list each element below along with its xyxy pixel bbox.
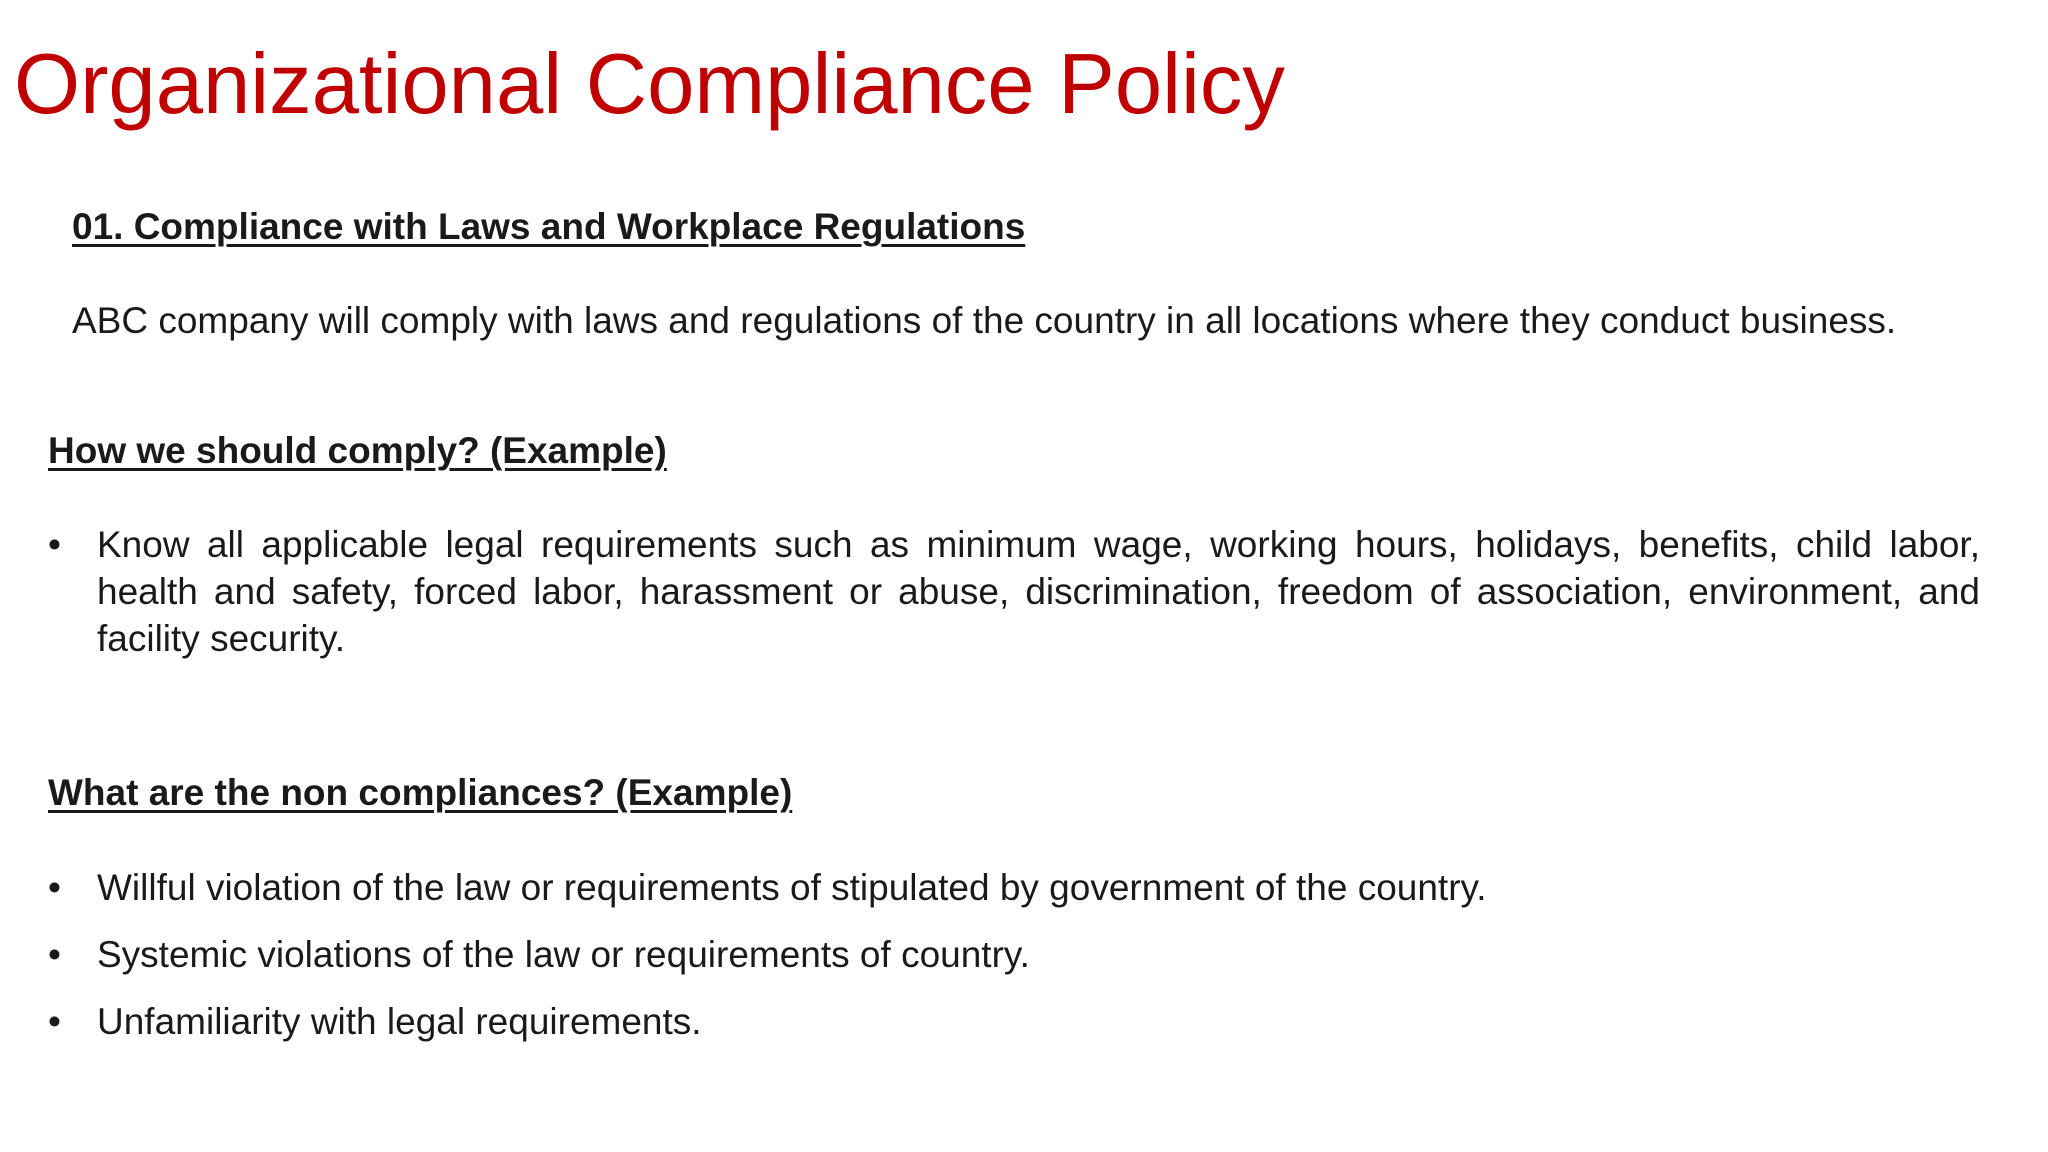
how-to-comply-list [48, 521, 1980, 662]
bullet-icon: • [48, 934, 61, 975]
section-heading-laws: 01. Compliance with Laws and Workplace Regulations [72, 206, 1026, 247]
list-item-text: Willful violation of the law or requirements of stipulated by government of the country. [97, 867, 1487, 908]
list-item-text: Know all applicable legal requirements such as minimum wage, working hours, holidays, benefits, child labor, health and safety, forced labor, harassment or abuse, discrimination, freedom of association, environment, and facility security. [97, 524, 1980, 659]
bullet-icon: • [48, 1001, 61, 1042]
list-item [48, 521, 1980, 662]
section-intro: ABC company will comply with laws and regulations of the country in all locations where they conduct business. [72, 300, 1897, 341]
how-to-comply-heading: How we should comply? (Example) [48, 430, 667, 471]
list-item-text: Systemic violations of the law or requirements of country. [97, 934, 1030, 975]
non-compliances-heading: What are the non compliances? (Example) [48, 772, 793, 813]
list-item [48, 998, 1980, 1045]
bullet-icon: • [48, 867, 61, 908]
bullet-icon: • [48, 524, 61, 565]
non-compliances-list [48, 864, 1980, 1065]
slide-title: Organizational Compliance Policy [14, 37, 1285, 132]
list-item [48, 931, 1980, 978]
list-item-text: Unfamiliarity with legal requirements. [97, 1001, 702, 1042]
list-item [48, 864, 1980, 911]
